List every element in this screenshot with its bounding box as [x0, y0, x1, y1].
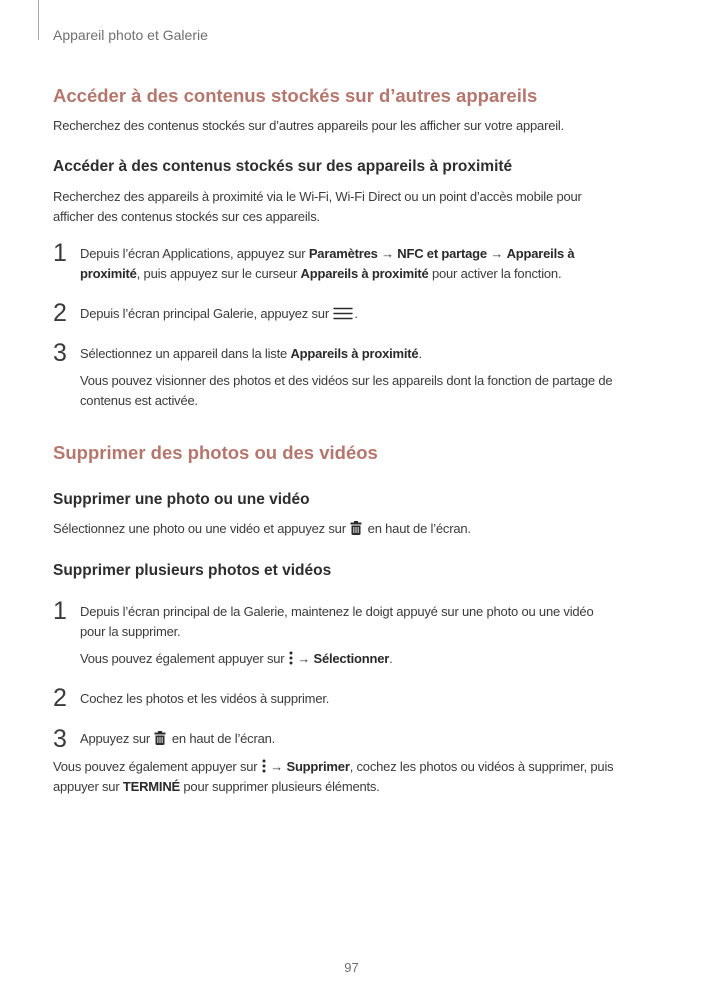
more-options-icon — [289, 651, 293, 665]
text-run: Sélectionnez une photo ou une vidéo et appuyez sur — [53, 521, 350, 536]
text-run: Appuyez sur — [80, 731, 154, 746]
text-run: . — [354, 306, 358, 321]
trash-icon — [154, 731, 166, 745]
text-run: . — [418, 346, 422, 361]
text-run: . — [389, 651, 393, 666]
ui-term: Appareils à proximité — [290, 346, 419, 361]
text-run: en haut de l’écran. — [168, 731, 276, 746]
subsection-intro-line: afficher des contenus stockés sur ces appareils. — [53, 209, 320, 224]
text-run: Depuis l’écran principal Galerie, appuyez sur — [80, 306, 333, 321]
trash-icon — [350, 521, 362, 535]
step-text-line — [80, 730, 275, 748]
text-run: pour activer la fonction. — [428, 266, 562, 281]
step-text-line: pour la supprimer. — [80, 624, 181, 639]
step-number: 3 — [53, 339, 67, 367]
step-number: 1 — [53, 597, 67, 625]
ui-term: proximité — [80, 266, 137, 281]
step-text-line — [80, 265, 561, 283]
more-options-icon — [262, 759, 266, 773]
arrow-separator: → — [377, 246, 398, 261]
ui-term: Sélectionner — [313, 651, 390, 666]
step-text-line — [80, 245, 574, 263]
step-text-line — [80, 305, 358, 323]
step-text-line — [80, 345, 422, 363]
chapter-header: Appareil photo et Galerie — [53, 27, 208, 43]
tip-line — [53, 778, 380, 796]
section-heading-access-other-devices: Accéder à des contenus stockés sur d’autres appareils — [53, 85, 538, 106]
section-intro: Recherchez des contenus stockés sur d’autres appareils pour les afficher sur votre appareil. — [53, 118, 565, 133]
paragraph-line — [53, 520, 471, 538]
section-heading-delete: Supprimer des photos ou des vidéos — [53, 442, 378, 463]
step-number: 3 — [53, 725, 67, 753]
header-rule — [38, 0, 39, 40]
subsection-heading-nearby-devices: Accéder à des contenus stockés sur des appareils à proximité — [53, 158, 513, 175]
subsection-heading-delete-single: Supprimer une photo ou une vidéo — [53, 491, 310, 508]
page-number: 97 — [344, 960, 359, 975]
subsection-intro-line: Recherchez des appareils à proximité via le Wi-Fi, Wi-Fi Direct ou un point d’accès mobile pour — [53, 189, 582, 204]
step-text-line: Cochez les photos et les vidéos à supprimer. — [80, 691, 330, 706]
ui-term: Supprimer — [286, 759, 350, 774]
text-run: Sélectionnez un appareil dans la liste — [80, 346, 291, 361]
step-number: 1 — [53, 239, 67, 267]
step-number: 2 — [53, 684, 67, 712]
step-number: 2 — [53, 299, 67, 327]
text-run: , puis appuyez sur le curseur — [136, 266, 301, 281]
ui-term: Appareils à proximité — [300, 266, 429, 281]
tip-line — [53, 758, 613, 776]
text-run: Depuis l’écran Applications, appuyez sur — [80, 246, 309, 261]
ui-term: Appareils à — [506, 246, 575, 261]
step-text-line: Depuis l’écran principal de la Galerie, maintenez le doigt appuyé sur une photo ou une vidéo — [80, 604, 594, 619]
arrow-separator: → — [266, 759, 287, 774]
step-note-line — [80, 650, 393, 668]
step-note-line: Vous pouvez visionner des photos et des vidéos sur les appareils dont la fonction de partage de — [80, 373, 613, 388]
menu-icon — [333, 307, 353, 320]
ui-term: Paramètres — [308, 246, 378, 261]
text-run: en haut de l’écran. — [364, 521, 471, 536]
subsection-heading-delete-multiple: Supprimer plusieurs photos et vidéos — [53, 562, 332, 579]
step-note-line: contenus est activée. — [80, 393, 198, 408]
ui-term: NFC et partage — [397, 246, 487, 261]
text-run: Vous pouvez également appuyer sur — [80, 651, 288, 666]
text-run: appuyer sur — [53, 779, 123, 794]
ui-term: TERMINÉ — [122, 779, 180, 794]
arrow-separator: → — [486, 246, 507, 261]
arrow-separator: → — [293, 651, 314, 666]
text-run: pour supprimer plusieurs éléments. — [179, 779, 380, 794]
text-run: , cochez les photos ou vidéos à supprimer, puis — [349, 759, 614, 774]
text-run: Vous pouvez également appuyer sur — [53, 759, 261, 774]
